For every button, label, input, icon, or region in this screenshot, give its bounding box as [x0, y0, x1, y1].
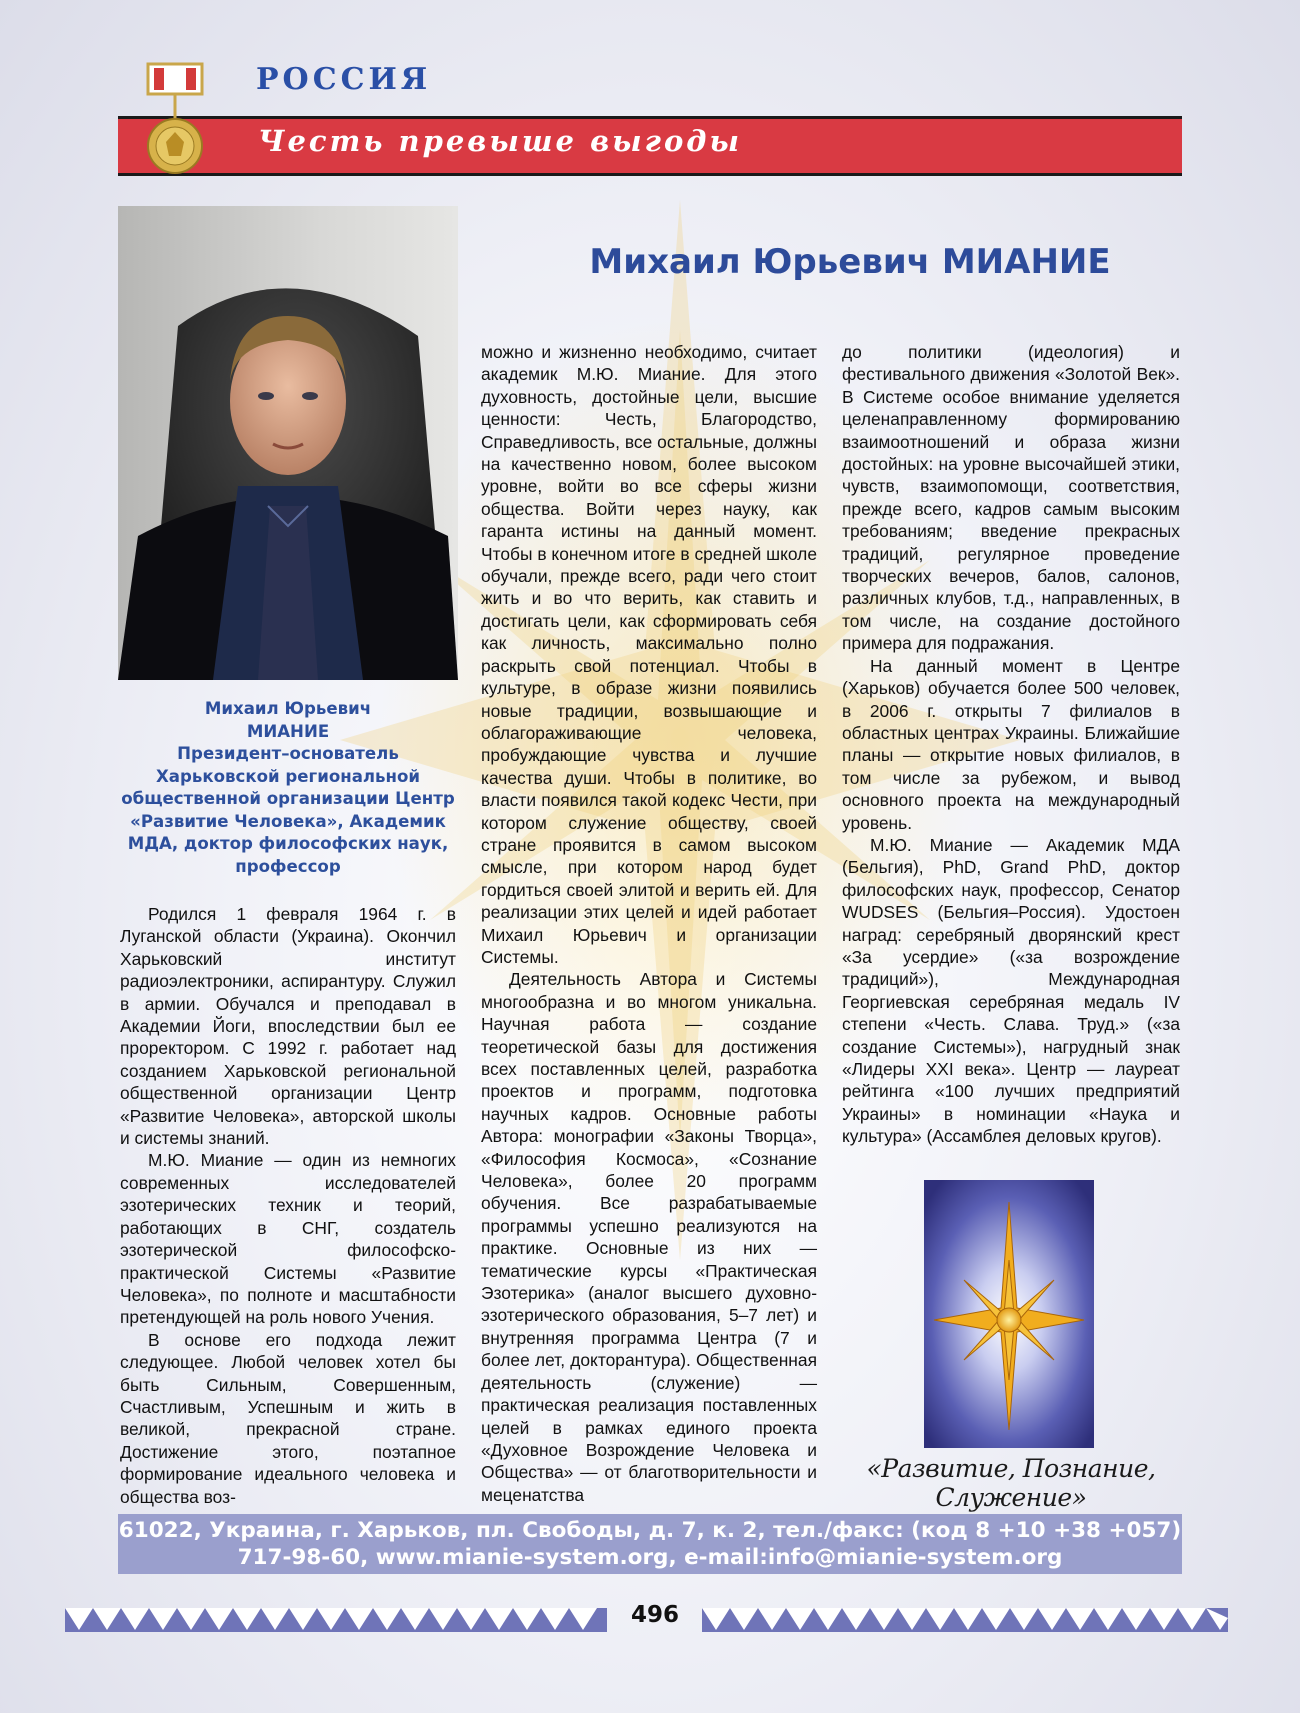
paragraph: Деятельность Автора и Системы многообразна и во многом уникальна. Научная работа — создание теоретической базы для достижения всех поставленных целей, разработка проектов и программ, подготовка научных кадров. Основные работы Автора: монографии «Законы Творца», «Философия Космоса», «Сознание Человека», более 20 программ обучения. Все разрабатываемые программы успешно реализуются на практике. Основные из них — тематические курсы «Практическая Эзотерика» (аналог высшего духовно-эзотерического образования, 5–7 лет) и внутренняя программа Центра (7 и более лет, докторантура). Общественная деятельность (служение) — практическая реализация поставленных целей в рамках единого проекта «Духовное Возрождение Человека и Общества» — от благотворительности и меценатства: [481, 969, 817, 1505]
caption-line: МДА, доктор философских наук,: [127, 834, 449, 853]
caption-line: Харьковской региональной: [155, 766, 421, 786]
text-column-2: [481, 341, 817, 1506]
page-title: Михаил Юрьевич МИАНИЕ: [589, 242, 1111, 282]
contact-footer: [118, 1514, 1182, 1574]
text-column-1: [120, 903, 456, 1508]
slogan: «Развитие, Познание, Служение»: [866, 1454, 1156, 1512]
paragraph: Родился 1 февраля 1964 г. в Луганской области (Украина). Окончил Харьковский институт радиоэлектроники, аспирантуру. Служил в армии. Обучался и преподавал в Академии Йоги, впоследствии был ее проректором. С 1992 г. работает над созданием Харьковской региональной общественной организации Центр «Развитие Человека», авторской школы и системы знаний.: [120, 904, 456, 1149]
medal-icon: [146, 62, 204, 176]
caption-line: МИАНИЕ: [246, 721, 330, 741]
portrait-photo: [118, 206, 458, 680]
star-emblem-icon: [924, 1180, 1094, 1448]
paragraph: до политики (идеология) и фестивального движения «Золотой Век». В Системе особое внимание уделяется целенаправленному формированию взаимоотношений и образа жизни достойных: на уровне высочайшей этики, чувств, взаимопомощи, соответствия, прежде всего, кадров самым высоким требованиям; введение прекрасных традиций, регулярное проведение творческих вечеров, балов, салонов, различных клубов, т.д., направленных, в том числе, на создание достойного примера для подражания.: [842, 342, 1180, 654]
page-number: 496: [630, 1602, 679, 1628]
paragraph: В основе его подхода лежит следующее. Любой человек хотел бы быть Сильным, Совершенным, Счастливым, Успешным и жить в великой, прекрасной стране. Достижение этого, поэтапное формирование идеального человека и общества воз-: [120, 1329, 456, 1507]
caption-line: Президент–основатель: [177, 744, 399, 763]
paragraph: М.Ю. Миание — Академик МДА (Бельгия), PhD, Grand PhD, доктор философских наук, профессор, Сенатор WUDSES (Бельгия–Россия). Удостоен наград: серебряный дворянский крест «За усердие» («за возрождение традиций»), Международная Георгиевская серебряная медаль IV степени «Честь. Слава. Труд.» («за создание Системы»), нагрудный знак «Лидеры XXI века». Центр — лауреат рейтинга «100 лучших предприятий Украины» в номинации «Наука и культура» (Ассамблея деловых кругов).: [842, 834, 1180, 1147]
paragraph: можно и жизненно необходимо, считает академик М.Ю. Миание. Для этого духовность, достойные цели, высшие ценности: Честь, Благородство, Справедливость, все остальные, должны на качественно новом, более высоком уровне, войти во все сферы жизни общества. Войти через науку, как гаранта истины на данный момент. Чтобы в конечном итоге в средней школе обучали, прежде всего, ради чего стоит жить и во что верить, как ставить и достигать цели, как сформировать себя как личность, максимально полно раскрыть свой потенциал. Чтобы в культуре, в образе жизни появились новые традиции, возвышающие и облагораживающие человека, пробуждающие чувства и лучшие качества души. Чтобы в политике, во власти появился такой кодекс Чести, при котором служение обществу, своей стране проявится в самом высоком смысле, при котором народ будет гордиться своей элитой и верить ей. Для реализации этих целей и идей работает Михаил Юрьевич и организации Системы.: [481, 342, 817, 967]
header-motto: Честь превыше выгоды: [258, 124, 742, 158]
contact-line-1: 61022, Украина, г. Харьков, пл. Свободы, д. 7, к. 2, тел./факс: (код 8 +10 +38 +057): [118, 1518, 1182, 1543]
caption-line: общественной организации Центр: [121, 789, 455, 808]
contact-line-2: 717-98-60, www.mianie-system.org, e-mail:info@mianie-system.org: [237, 1545, 1063, 1570]
decorative-strip-left: [65, 1608, 607, 1632]
caption-line: «Развитие Человека», Академик: [130, 811, 446, 831]
caption-line: профессор: [235, 856, 341, 876]
photo-caption: [118, 698, 458, 878]
header-country: РОССИЯ: [256, 62, 432, 97]
paragraph: М.Ю. Миание — один из немногих современных исследователей эзотерических техник и теорий, работающих в СНГ, создатель эзотерической философско-практической Системы «Развитие Человека», по полноте и масштабности претендующей на роль нового Учения.: [120, 1150, 456, 1328]
caption-line: Михаил Юрьевич: [204, 699, 372, 718]
text-column-3: [842, 341, 1180, 1148]
decorative-strip-right: [702, 1608, 1228, 1632]
paragraph: На данный момент в Центре (Харьков) обучается более 500 человек, в 2006 г. открыты 7 филиалов в областных центрах Украины. Ближайшие планы — открытие новых филиалов, в том числе за рубежом, и вывод основного проекта на международный уровень.: [842, 655, 1180, 833]
